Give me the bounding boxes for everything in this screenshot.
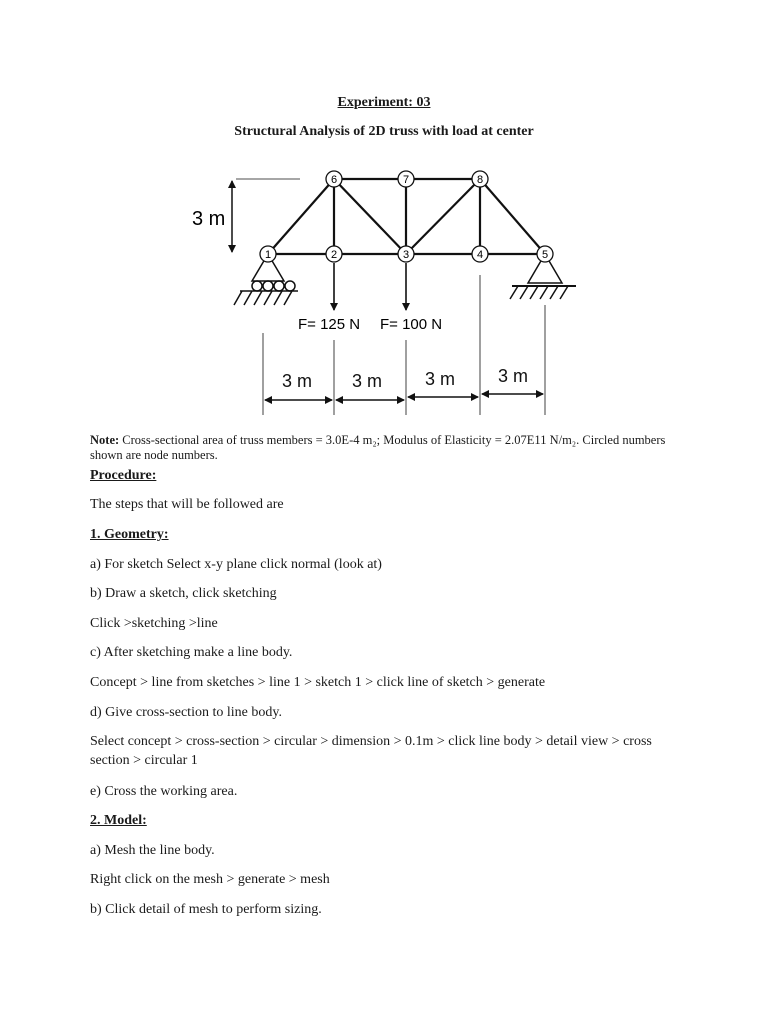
node-label-2: 2 bbox=[330, 249, 338, 261]
step-d1: d) Give cross-section to line body. bbox=[90, 705, 282, 720]
span-label-4: 3 m bbox=[497, 366, 529, 386]
step-b1-detail: Click >sketching >line bbox=[90, 616, 218, 631]
step-c1-detail: Concept > line from sketches > line 1 > sketch 1 > click line of sketch > generate bbox=[90, 675, 546, 690]
truss-members bbox=[268, 179, 545, 254]
node-label-8: 8 bbox=[476, 174, 484, 186]
step-e1: e) Cross the working area. bbox=[90, 784, 238, 799]
span-label-2: 3 m bbox=[351, 371, 383, 391]
node-label-5: 5 bbox=[541, 249, 549, 261]
node-label-1: 1 bbox=[264, 249, 272, 261]
note-paragraph bbox=[90, 433, 690, 463]
note-label: Note: bbox=[90, 433, 120, 447]
step-c1: c) After sketching make a line body. bbox=[90, 645, 293, 660]
force-label-1: F= 125 N bbox=[298, 316, 361, 333]
span-dimensions bbox=[263, 275, 545, 415]
span-label-3: 3 m bbox=[424, 369, 456, 389]
experiment-heading: Experiment: 03 bbox=[337, 95, 431, 110]
node-label-7: 7 bbox=[402, 174, 410, 186]
step-a1: a) For sketch Select x-y plane click normal (look at) bbox=[90, 557, 382, 572]
node-label-4: 4 bbox=[476, 249, 484, 261]
step-d1-detail: Select concept > cross-section > circular > dimension > 0.1m > click line body > detail view > cross section > circular 1 bbox=[90, 734, 652, 768]
intro-text: The steps that will be followed are bbox=[90, 497, 284, 512]
node-label-6: 6 bbox=[330, 174, 338, 186]
node-label-3: 3 bbox=[402, 249, 410, 261]
span-label-1: 3 m bbox=[281, 371, 313, 391]
model-heading: 2. Model: bbox=[90, 813, 147, 828]
step-a2-detail: Right click on the mesh > generate > mesh bbox=[90, 872, 330, 887]
truss-diagram bbox=[180, 165, 600, 425]
step-b1: b) Draw a sketch, click sketching bbox=[90, 586, 277, 601]
height-dimension bbox=[192, 179, 300, 252]
height-label: 3 m bbox=[192, 208, 226, 230]
step-a2: a) Mesh the line body. bbox=[90, 843, 215, 858]
force-label-2: F= 100 N bbox=[380, 316, 443, 333]
note-text: Cross-sectional area of truss members = 3.0E-4 m₂; Modulus of Elasticity = 2.07E11 N/m₂. Circled numbers shown are node numbers. bbox=[90, 433, 666, 462]
geometry-heading: 1. Geometry: bbox=[90, 527, 169, 542]
experiment-title: Structural Analysis of 2D truss with load at center bbox=[234, 124, 534, 139]
load-arrows bbox=[298, 263, 442, 333]
step-b2: b) Click detail of mesh to perform sizing. bbox=[90, 902, 322, 917]
procedure-heading: Procedure: bbox=[90, 468, 157, 483]
